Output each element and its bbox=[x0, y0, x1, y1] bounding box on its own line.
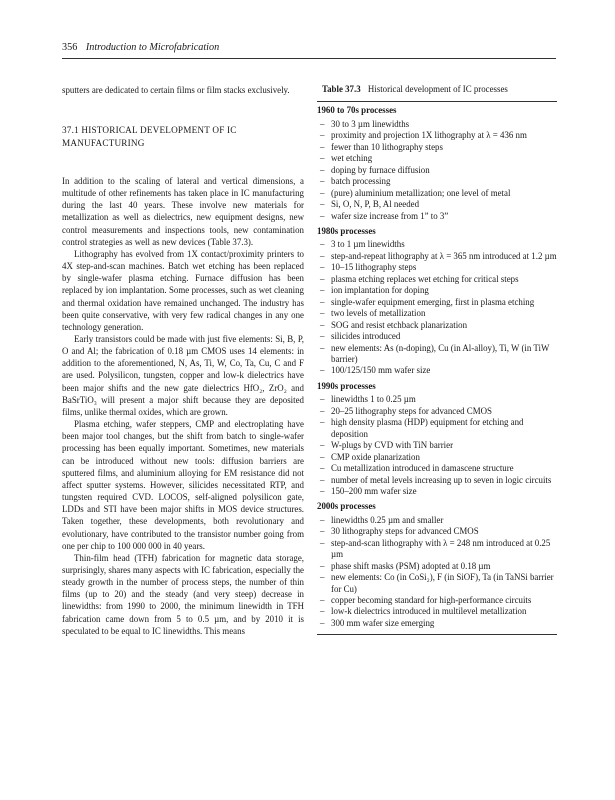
table-list-item: – wet etching bbox=[317, 153, 557, 164]
table-list-item: – linewidths 1 to 0.25 µm bbox=[317, 394, 557, 405]
table-section-heading: 2000s processes bbox=[317, 501, 376, 512]
table-caption bbox=[317, 84, 557, 102]
paragraph: Plasma etching, wafer steppers, CMP and electroplating have been major tool changes, but the shift from batch to single-wafer processing has been equally important. Sometimes, new materials can be introduced without new tools: diffusion barriers are sputtered films, and aluminium alloying for EM resistance did not affect sputter systems. However, silicides necessitated RTP, and tungsten required CVD. LOCOS, self-aligned polysilicon gate, LDDs and STI have been major shifts in MOS device structures. Taken together, these developments, both revolutionary and evolutionary, have contributed to the transistor number going from one per chip to 100 000 000 in 40 years. bbox=[62, 419, 304, 551]
table-section bbox=[317, 501, 557, 629]
table-37-3 bbox=[317, 84, 557, 635]
table-list-item: – silicides introduced bbox=[317, 331, 557, 342]
running-head bbox=[62, 42, 556, 53]
table-section-list bbox=[317, 394, 557, 497]
table-list-item: – fewer than 10 lithography steps bbox=[317, 142, 557, 153]
section-heading: 37.1 HISTORICAL DEVELOPMENT OF IC MANUFACTURING bbox=[62, 125, 237, 148]
table-list-item: – step-and-repeat lithography at λ = 365 nm introduced at 1.2 µm bbox=[317, 251, 557, 262]
table-bottom-rule bbox=[317, 634, 557, 635]
table-list-item: – 3 to 1 µm linewidths bbox=[317, 239, 557, 250]
table-section-list bbox=[317, 515, 557, 630]
table-list-item: – 30 to 3 µm linewidths bbox=[317, 119, 557, 130]
table-list-item: – doping by furnace diffusion bbox=[317, 165, 557, 176]
table-section-heading: 1980s processes bbox=[317, 225, 376, 236]
table-list-item: – number of metal levels increasing up to seven in logic circuits bbox=[317, 475, 557, 486]
paragraph: In addition to the scaling of lateral and vertical dimensions, a multitude of other refinements has taken place in IC manufacturing during the last 40 years. These involve new materials for metallization as well as dielectrics, new equipment designs, new control measurements and inspections tools, new contamination control strategies as well as new devices (Table 37.3). bbox=[62, 175, 304, 247]
table-list-item: – 30 lithography steps for advanced CMOS bbox=[317, 526, 557, 537]
table-section bbox=[317, 226, 557, 377]
table-list-item: – two levels of metallization bbox=[317, 308, 557, 319]
table-list-item: – batch processing bbox=[317, 176, 557, 187]
table-list-item: – 300 mm wafer size emerging bbox=[317, 618, 557, 629]
table-list-item: – 150–200 mm wafer size bbox=[317, 486, 557, 497]
paragraph: Thin-film head (TFH) fabrication for magnetic data storage, surprisingly, shares many aspects with IC fabrication, especially the steady growth in the number of process steps, the number of thin films (up to 20) and the steady (and very steep) decrease in linewidths: from 1990 to 2000, the minimum linewidth in TFH fabrication came down from 5 to 0.5 µm, and by 2010 it is speculated to be equal to IC linewidths. This means bbox=[62, 552, 304, 636]
table-list-item: – W-plugs by CVD with TiN barrier bbox=[317, 440, 557, 451]
table-section-list bbox=[317, 239, 557, 376]
paragraph: Early transistors could be made with just five elements: Si, B, P, O and Al; the fabrication of 0.18 µm CMOS uses 14 elements: in addition to the aforementioned, N, As, Ti, W, Co, Ta, Cu, C and F are used. Polysilicon, tungsten, copper and low-k dielectrics have been major shifts and the new gate dielectrics HfO₂, ZrO₂ and BaSrTiO₃ will present a major shift because they are deposited films, unlike thermal oxides, which are grown. bbox=[62, 334, 304, 417]
table-list-item: – new elements: As (n-doping), Cu (in Al-alloy), Ti, W (in TiW barrier) bbox=[317, 343, 557, 366]
table-label: Table 37.3 bbox=[322, 84, 361, 94]
table-caption-text: Historical development of IC processes bbox=[367, 84, 508, 94]
intro-fragment: sputters are dedicated to certain films or film stacks exclusively. bbox=[62, 85, 290, 95]
table-list-item: – Si, O, N, P, B, Al needed bbox=[317, 199, 557, 210]
table-list-item: – 20–25 lithography steps for advanced CMOS bbox=[317, 406, 557, 417]
table-list-item: – Cu metallization introduced in damascene structure bbox=[317, 463, 557, 474]
table-list-item: – SOG and resist etchback planarization bbox=[317, 320, 557, 331]
table-section-list bbox=[317, 119, 557, 222]
table-list-item: – proximity and projection 1X lithography at λ = 436 nm bbox=[317, 130, 557, 141]
table-list-item: – CMP oxide planarization bbox=[317, 452, 557, 463]
table-section-heading: 1990s processes bbox=[317, 380, 376, 391]
table-list-item: – high density plasma (HDP) equipment for etching and deposition bbox=[317, 417, 557, 440]
header-rule bbox=[62, 58, 556, 59]
table-section bbox=[317, 105, 557, 222]
table-list-item: – new elements: Co (in CoSi₂), F (in SiOF), Ta (in TaNSi barrier for Cu) bbox=[317, 572, 557, 595]
table-list-item: – 100/125/150 mm wafer size bbox=[317, 365, 557, 376]
table-list-item: – ion implantation for doping bbox=[317, 285, 557, 296]
table-list-item: – phase shift masks (PSM) adopted at 0.18 µm bbox=[317, 561, 557, 572]
table-list-item: – linewidths 0.25 µm and smaller bbox=[317, 515, 557, 526]
table-section bbox=[317, 381, 557, 498]
table-list-item: – wafer size increase from 1” to 3” bbox=[317, 211, 557, 222]
paragraph: Lithography has evolved from 1X contact/proximity printers to 4X step-and-scan machines. Batch wet etching has been replaced by single-wafer plasma etching. Furnace diffusion has been replaced by ion implantation. Some processes, such as wet cleaning and thermal oxidation have remained unchanged. The industry has been quite conservative, with very few radical changes in any one technology generation. bbox=[62, 248, 304, 332]
table-list-item: – 10–15 lithography steps bbox=[317, 262, 557, 273]
left-column bbox=[62, 84, 304, 637]
table-list-item: – copper becoming standard for high-performance circuits bbox=[317, 595, 557, 606]
table-list-item: – single-wafer equipment emerging, first in plasma etching bbox=[317, 297, 557, 308]
page-number: 356 bbox=[62, 42, 78, 53]
table-section-heading: 1960 to 70s processes bbox=[317, 105, 397, 116]
table-list-item: – plasma etching replaces wet etching for critical steps bbox=[317, 274, 557, 285]
table-sections bbox=[317, 105, 557, 629]
running-title: Introduction to Microfabrication bbox=[85, 42, 220, 53]
table-list-item: – low-k dielectrics introduced in multilevel metallization bbox=[317, 606, 557, 617]
table-list-item: – (pure) aluminium metallization; one level of metal bbox=[317, 188, 557, 199]
table-list-item: – step-and-scan lithography with λ = 248 nm introduced at 0.25 µm bbox=[317, 538, 557, 561]
